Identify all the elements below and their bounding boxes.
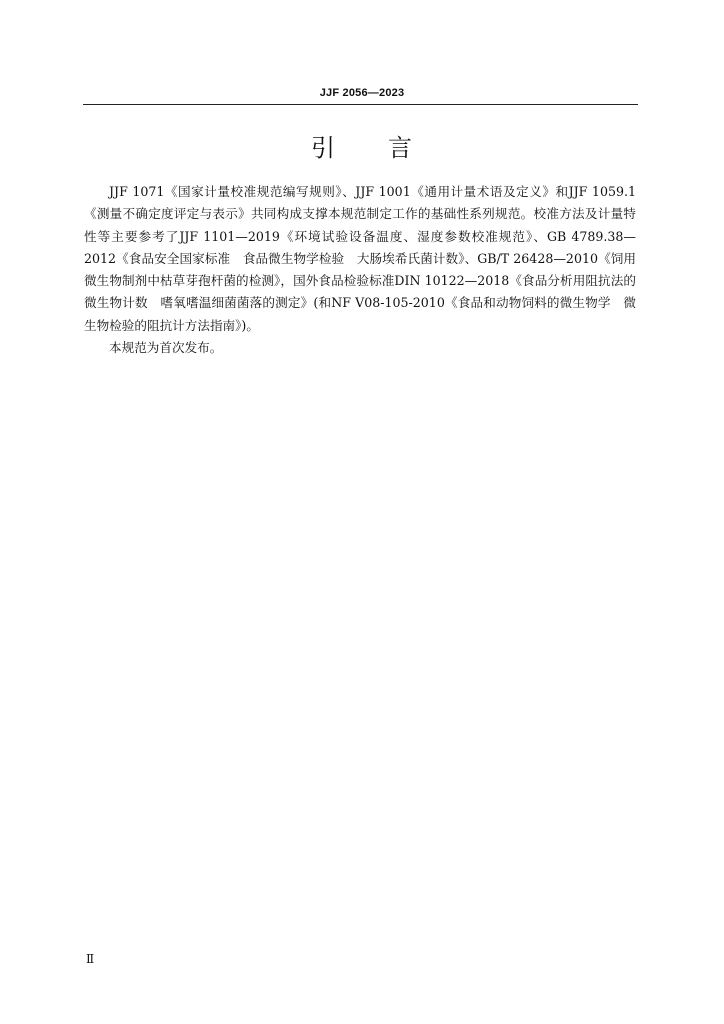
running-header: JJF 2056—2023 xyxy=(319,87,405,99)
body-text xyxy=(84,181,636,359)
section-title xyxy=(0,133,724,163)
section-title-char-2: 言 xyxy=(388,134,413,162)
page-number: Ⅱ xyxy=(86,952,95,966)
section-title-char-1: 引 xyxy=(311,134,336,162)
header-rule xyxy=(83,104,638,105)
paragraph-first-release: 本规范为首次发布。 xyxy=(109,340,223,356)
paragraph-references: JJF 1071《国家计量校准规范编写规则》、JJF 1001《通用计量术语及定义》和JJF 1059.1《测量不确定度评定与表示》共同构成支撑本规范制定工作的基础性系列规范。校准方法及计量特性等主要参考了JJF 1101—2019《环境试验设备温度、湿度参数校准规范》、GB 4789.38—2012《食品安全国家标准 食品微生物学检验 大肠埃希氏菌计数》、GB/T 26428—2010《饲用微生物制剂中枯草芽孢杆菌的检测》，国外食品检验标准DIN 10122—2018《食品分析用阻抗法的微生物计数 嗜氧嗜温细菌菌落的测定》(和NF V08-105-2010《食品和动物饲料的微生物学 微生物检验的阻抗计方法指南》)。 xyxy=(84,184,636,333)
